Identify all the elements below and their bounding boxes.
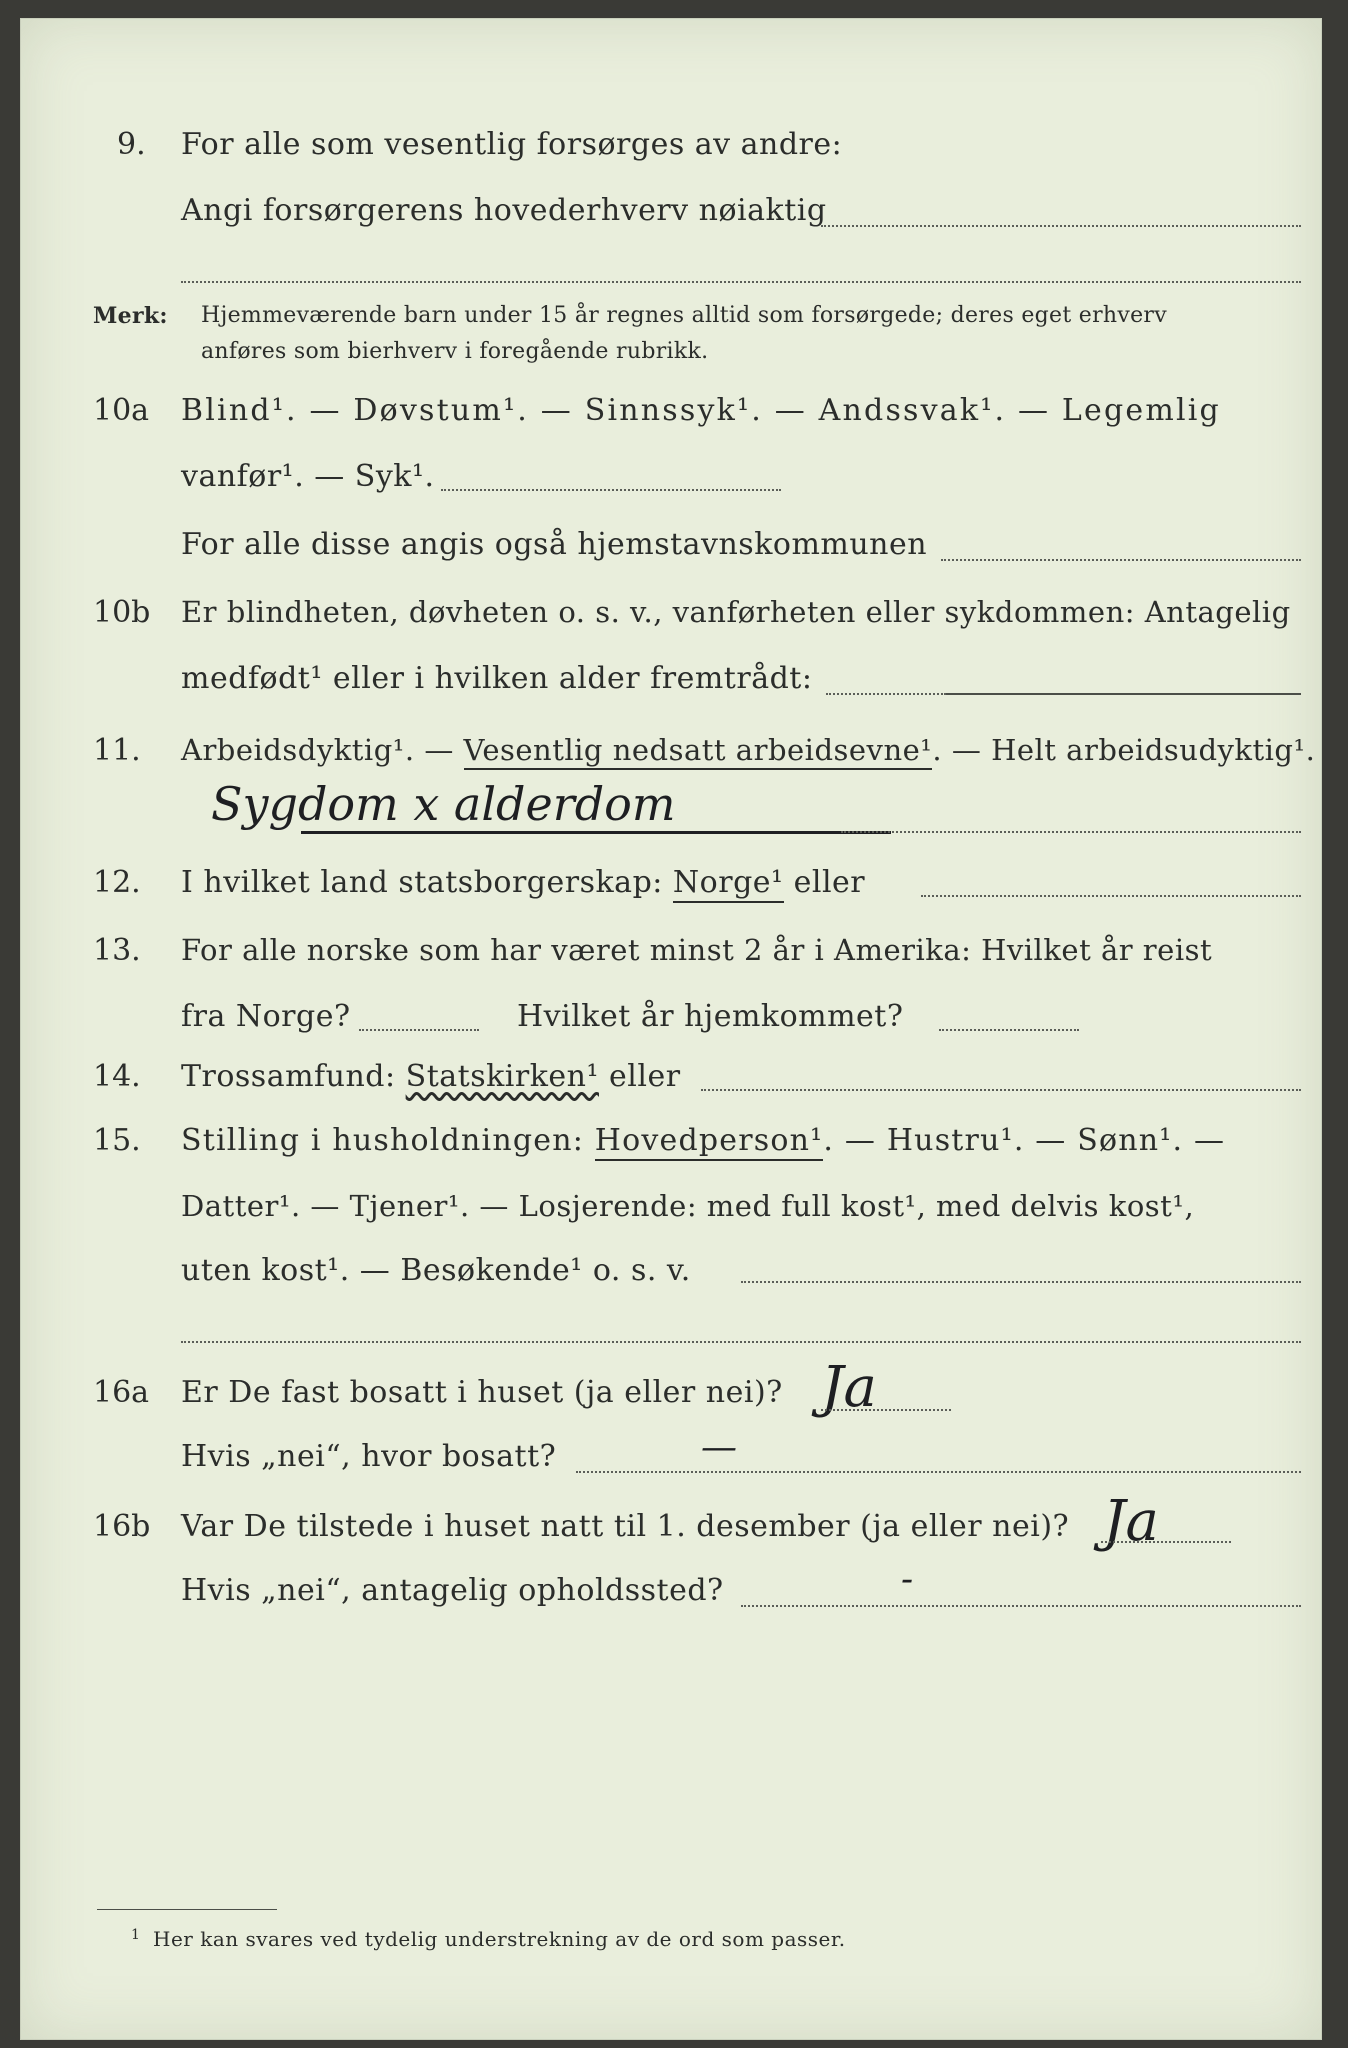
q9-line2: Angi forsørgerens hovederhverv nøiaktig	[181, 193, 827, 228]
q14-question: Trossamfund:	[181, 1059, 406, 1094]
q15-answer-line	[741, 1281, 1301, 1283]
q11-answer-underline	[301, 831, 891, 834]
q16a-handwritten-dash: —	[701, 1427, 737, 1468]
q9-answer-line	[821, 225, 1301, 227]
q9-answer-line-2	[181, 281, 1301, 283]
q12-question: I hvilket land statsborgerskap:	[181, 865, 673, 900]
q11-number: 11.	[93, 733, 141, 768]
q10a-number: 10a	[93, 393, 150, 428]
q16a-line1: Er De fast bosatt i huset (ja eller nei)?	[181, 1375, 783, 1410]
q16b-line2: Hvis „nei“, antagelig opholdssted?	[181, 1573, 724, 1608]
q16b-answer-line	[1101, 1541, 1231, 1543]
q14-option-other: eller	[598, 1059, 681, 1094]
q9-number: 9.	[117, 127, 146, 162]
q14-number: 14.	[93, 1059, 141, 1094]
q16a-handwritten-answer: Ja	[821, 1355, 877, 1420]
q10a-answer-line	[441, 489, 781, 491]
footnote-mark: 1	[131, 1927, 141, 1943]
q10b-line1: Er blindheten, døvheten o. s. v., vanførheten eller sykdommen: Antagelig	[181, 595, 1291, 629]
q15-answer-line-2	[181, 1341, 1301, 1343]
q10b-answer-dots	[826, 693, 946, 695]
q10a-hometown-line	[941, 559, 1301, 561]
q11-answer-line	[841, 831, 1301, 833]
q10b-line2: medfødt¹ eller i hvilken alder fremtrådt:	[181, 661, 813, 696]
q16b-number: 16b	[93, 1509, 151, 1544]
q12-answer-line	[921, 895, 1301, 897]
q11-option-reduced: Vesentlig nedsatt arbeidsevne¹	[464, 733, 933, 770]
q16b-handwritten-dash: -	[901, 1559, 914, 1600]
merk-line2: anføres som bierhverv i foregående rubrikk.	[201, 339, 709, 364]
q13-return-line	[939, 1029, 1079, 1031]
q14-line	[181, 1059, 681, 1094]
q15-line3: uten kost¹. — Besøkende¹ o. s. v.	[181, 1253, 691, 1288]
q13-number: 13.	[93, 933, 141, 968]
merk-label: Merk:	[93, 303, 168, 329]
q13-line2a: fra Norge?	[181, 999, 351, 1034]
merk-line1: Hjemmeværende barn under 15 år regnes alltid som forsørgede; deres eget erhverv	[201, 303, 1167, 328]
q16b-location-line	[741, 1605, 1301, 1607]
q10a-line1: Blind¹. — Døvstum¹. — Sinnssyk¹. — Andssvak¹. — Legemlig	[181, 393, 1221, 428]
q15-question: Stilling i husholdningen:	[181, 1123, 595, 1158]
q10a-line3: For alle disse angis også hjemstavnskommunen	[181, 527, 928, 562]
q15-options-rest: . — Hustru¹. — Sønn¹. —	[823, 1123, 1226, 1158]
q12-option-other: eller	[783, 865, 866, 900]
q16b-handwritten-answer: Ja	[1103, 1489, 1159, 1554]
q10b-number: 10b	[93, 595, 151, 630]
q10a-line2: vanfør¹. — Syk¹.	[181, 459, 435, 494]
q13-departure-line	[359, 1029, 479, 1031]
q11-option-able: Arbeidsdyktig¹. —	[181, 733, 464, 767]
q15-line2: Datter¹. — Tjener¹. — Losjerende: med full kost¹, med delvis kost¹,	[181, 1189, 1195, 1223]
q11-line	[181, 733, 1315, 767]
q12-number: 12.	[93, 865, 141, 900]
q16a-line2: Hvis „nei“, hvor bosatt?	[181, 1439, 557, 1474]
q12-option-norge: Norge¹	[673, 865, 784, 903]
q13-line1: For alle norske som har været minst 2 år i Amerika: Hvilket år reist	[181, 933, 1213, 967]
q14-answer-line	[701, 1089, 1301, 1091]
footnote-text: Her kan svares ved tydelig understrekning av de ord som passer.	[153, 1927, 846, 1951]
q15-line1	[181, 1123, 1225, 1158]
q11-handwritten-answer: Sygdom x alderdom	[211, 777, 676, 831]
q9-line1: For alle som vesentlig forsørges av andre:	[181, 127, 843, 162]
q11-option-unable: . — Helt arbeidsudyktig¹.	[932, 733, 1316, 767]
q15-option-hovedperson: Hovedperson¹	[595, 1123, 824, 1161]
q16b-line1: Var De tilstede i huset natt til 1. desember (ja eller nei)?	[181, 1509, 1070, 1544]
q16a-number: 16a	[93, 1375, 150, 1410]
q15-number: 15.	[93, 1123, 141, 1158]
q13-line2b: Hvilket år hjemkommet?	[517, 999, 904, 1034]
q14-option-statskirken: Statskirken¹	[405, 1059, 599, 1094]
q16a-answer-line	[821, 1409, 951, 1411]
q12-line	[181, 865, 865, 900]
q16a-residence-line	[576, 1471, 1301, 1473]
footnote-separator	[97, 1909, 277, 1910]
q10b-answer-rule	[946, 693, 1301, 695]
census-form-page	[20, 18, 1322, 2040]
